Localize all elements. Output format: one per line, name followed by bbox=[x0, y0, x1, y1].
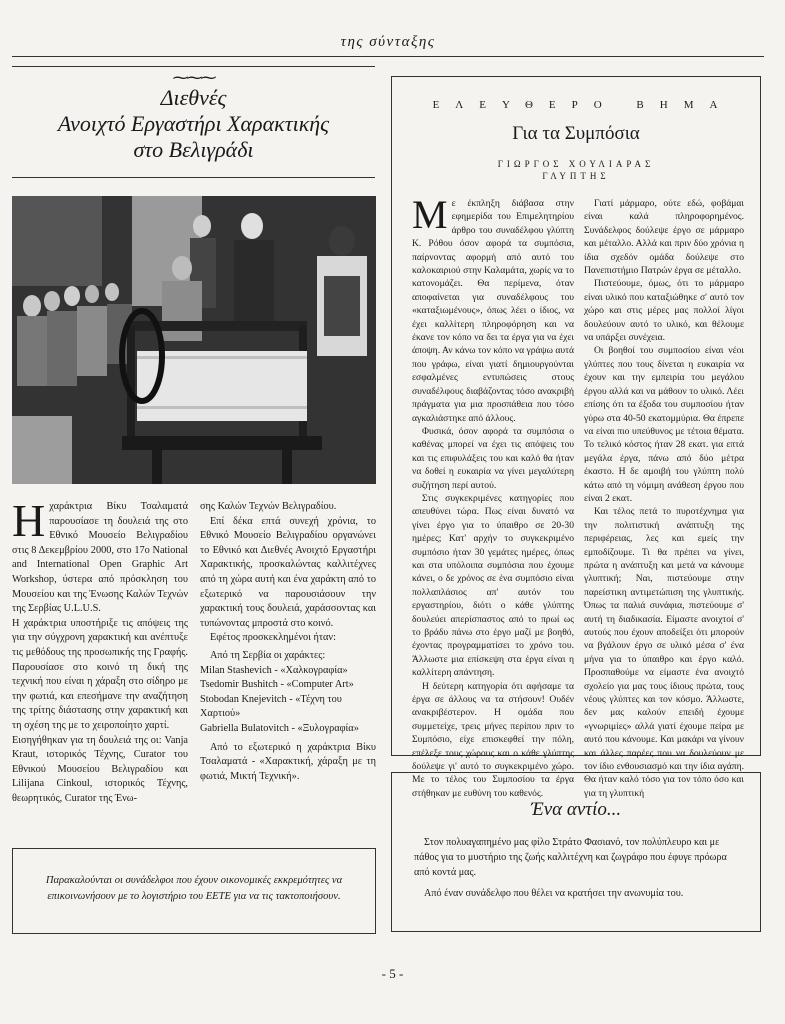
dropcap: Μ bbox=[412, 192, 448, 237]
dropcap: Η bbox=[12, 495, 46, 546]
farewell-title: Ένα αντίο... bbox=[530, 799, 622, 820]
payment-notice bbox=[12, 848, 376, 934]
column-header: ΕΛΕΥΘΕΡΟ ΒΗΜΑ bbox=[432, 99, 734, 111]
paragraph-text: ε έκπληξη διάβασα στην εφημερίδα του Επιμελητηρίου άρθρο του συναδέλφου γλύπτη Κ. Ρόθου όσον αφορά τα συμπόσια, παίρνοντας αφορμή από αυτό του καλοκαιριού στην Καλαμάτα, χωρίς να το κατονομάζει. Θα περίμενα, όταν αποφαίνεται για συναδέλφους του «καταξιωμένους», όπως λέει ο ίδιος, να έχει καλλίτερη πληροφόρηση και να έκανε τον κόπο να δει τα έργα για να έχει άποψη. Αν κάνω τον κόπο να γράψω αυτά που γράφω, είναι γιατί δημιουργούνται εσφαλμένες εντυπώσεις στους συναδέλφους διαβάζοντας τόσο ανακριβή πράγματα για μια προσπάθεια που τόσο αγκαλιάστηκε από άλλους. bbox=[412, 198, 574, 424]
right-col1 bbox=[412, 192, 574, 800]
article-title: Για τα Συμπόσια bbox=[512, 123, 640, 144]
left-col2 bbox=[200, 500, 376, 784]
paragraph: Εισηγήθηκαν για τη δουλειά της οι: Vanja Kraut, ιστορικός Τέχνης, Curator του Εθνικού Μουσείου Βελιγραδίου και Lilijana Cinkoul, ιστορικός Τέχνης, θεωρητικός, Curator της Ένω- bbox=[12, 734, 188, 804]
paragraph: σης Καλών Τεχνών Βελιγραδίου. bbox=[200, 501, 337, 512]
notice-text: Παρακαλούνται οι συνάδελφοι που έχουν οικονομικές εκκρεμότητες να επικοινωνήσουν με το λογιστήριο του ΕΕΤΕ για να τις τακτοποιήσουν. bbox=[45, 875, 343, 902]
left-title-line2: Ανοιχτό Εργαστήρι Χαρακτικής bbox=[57, 111, 330, 136]
left-col1 bbox=[12, 495, 188, 806]
list-item: Tsedomir Bushitch - «Computer Art» bbox=[200, 679, 354, 691]
paragraph bbox=[12, 495, 188, 617]
paragraph: Η δεύτερη κατηγορία ότι αφήσαμε τα έργα σε άλλους να τα στήσουν! Ουδέν ανακριβέστερον. Η ομάδα που συμμετείχε, τρεις μήνες περίπου πριν το Συμπόσιο, είχε επισκεφθεί την πόλη, επέλεξε τους χώρους και ο κάθε γλύπτης δούλεψε γι' αυτό το συγκεκριμένο χώρο. Με το τέλος του Συμποσίου τα έργα στήθηκαν με ευθύνη του καθενός. bbox=[412, 680, 574, 799]
ornament-icon: ⁓⁓⁓ bbox=[172, 70, 215, 87]
left-title-line1: Διεθνές bbox=[160, 85, 227, 110]
author-name: ΓΙΩΡΓΟΣ ΧΟΥΛΙΑΡΑΣ bbox=[497, 159, 655, 169]
paragraph: Οι βοηθοί του συμποσίου είναι νέοι γλύπτες που τους δίνεται η ευκαιρία να έχουν και την εμπειρία του μεγάλου έργου αλλά και να μάθουν το υλικό. Λέει επίσης ότι τα έξοδα του συμποσίου ήταν γύρω στα 40-50 εκατομμύρια. Θα έπρεπε να είναι πιο υπεύθυνος με τέτοια θέματα. Το τελικό κόστος ήταν 28 εκατ. για επτά μεγάλα έργα, πάνω από δύο μέτρα έκαστο. Η δε αμοιβή του γλύπτη πολύ κάτω από τη νόμιμη ανάθεση έργου που είναι 2 εκατ. bbox=[584, 345, 744, 504]
artist-list bbox=[200, 649, 376, 737]
list-item: Stobodan Knejevitch - «Τέχνη του Χαρτιού» bbox=[200, 693, 342, 720]
author-role: ΓΛΥΠΤΗΣ bbox=[542, 171, 610, 181]
list-heading: Από τη Σερβία οι χαράκτες: bbox=[210, 649, 326, 661]
left-title-line3: στο Βελιγράδι bbox=[133, 137, 254, 162]
paragraph-text: χαράκτρια Βίκυ Τσαλαματά παρουσίασε τη δουλειά της στο Εθνικό Μουσείο Βελιγραδίου στις 8 Δεκεμβρίου 2000, στο 17ο National and International Open Graphic Art Workshop, ύστερα από πρόσκληση του Μουσείου και της Ένωσης Καλών Τεχνών της Σερβίας U.L.U.S. bbox=[12, 501, 188, 615]
farewell-box bbox=[391, 772, 761, 932]
paragraph bbox=[412, 192, 574, 425]
paragraph: Επί δέκα επτά συνεχή χρόνια, το Εθνικό Μουσείο Βελιγραδίου οργανώνει το Εθνικό και Διεθνές Ανοιχτό Εργαστήρι Χαρακτικής, προσκαλώντας καλλιτέχνες από τη χώρα αυτή και ένα χαράκτη από το εξωτερικό να παρουσιάσουν την χαρακτική τους δουλειά, χαράσσοντας και τυπώνοντας μπροστά στο κοινό. bbox=[200, 515, 376, 629]
right-article-box bbox=[391, 76, 761, 799]
farewell-text: Στον πολυαγαπημένο μας φίλο Στράτο Φασιανό, τον πολύπλευρο και με πάθος για το μυστήριο της ζωής καλλιτέχνη και ζωγράφο που έφυγε πρόωρα από κοντά μας. bbox=[414, 837, 727, 878]
paragraph: Φυσικά, όσον αφορά τα συμπόσια ο καθένας μπορεί να έχει τις απόψεις του και τις επιφυλάξεις του και καλό θα ήταν να δοθεί η ευκαιρία να γίνει μεγαλύτερη συζήτηση περί αυτού. bbox=[412, 425, 574, 491]
header-rule bbox=[12, 56, 764, 57]
section-header: της σύνταξης bbox=[340, 34, 436, 50]
right-col2 bbox=[584, 197, 744, 800]
paragraph: Γιατί μάρμαρο, ούτε εδώ, φοβάμαι είναι καλά πληροφορημένος. Συνάδελφος δούλεψε έργο σε μάρμαρο και μέταλλο. Αλλά και πριν δύο χρόνια η ίδια σχεδόν ομάδα δούλεψε στο Πανεπιστήμιο Πατρών έργα σε μέταλλο. bbox=[584, 198, 744, 277]
paragraph: Στις συγκεκριμένες κατηγορίες που απευθύνει τώρα. Πως είναι δυνατό να γίνει έργο για το ύπαιθρο σε 20-30 ημέρες; Κατ' αρχήν το συγκεκριμένο συμπόσιο ήταν 30 γεμάτες ημέρες, όπως και στα υπόλοιπα συμπόσια που έχουμε κάνει, ο δε χρόνος σε ένα συμπόσιο είναι πολλαπλάσιος απ' αυτόν του εργαστηρίου, διότι ο κάθε γλύπτης δουλεύει απερίσπαστος από το πρωί ως το βράδυ πάνω στο έργο μαζί με βοηθό, έχοντας προγραμματίσει το χρόνο του. Άλλωστε μια επίσκεψη στα έργα είναι η καλλίτερη απάντηση. bbox=[412, 492, 574, 679]
farewell-signature: Από έναν συνάδελφο που θέλει να κρατήσει την ανωνυμία του. bbox=[424, 888, 684, 899]
paragraph: Από το εξωτερικό η χαράκτρια Βίκυ Τσαλαματά - «Χαρακτική, χάραξη με τη φωτιά, Μικτή Τεχνική». bbox=[200, 741, 376, 782]
page-number: - 5 - bbox=[381, 966, 404, 981]
left-article-title-block bbox=[12, 66, 375, 178]
paragraph: Πιστεύουμε, όμως, ότι το μάρμαρο είναι υλικό που καταξιώθηκε σ' αυτό τον χώρο και στις μέρες μας πολλοί λίγοι δουλεύουν αυτό το υλικό, και θέλουμε να υπάρξει συνέχεια. bbox=[584, 278, 744, 344]
paragraph: Και τέλος πετά το πυροτέχνημα για την πολιτιστική ανάπτυξη της περιφέρειας, λες και εμείς την εμποδίζουμε. Τι θα πρέπει να γίνει, πρώτα η ανάπτυξη και μετά να κάνουμε γλυπτική; Ναι, πιστεύουμε στην παρείστικη αντιμετώπιση της γλυπτικής. Όπως τα παλιά συνάφια, πιστεύουμε σ' αυτή τη διαδικασία. Είμαστε ανοιχτοί σ' αυτούς που έχουν αποδείξει ότι μπορούν να βγάλουν έργο σε υλικό μέσα σ' ένα μήνα για το ύπαιθρο και έργο καλό. Προσπαθούμε να είμαστε ένα ανοιχτό σχολείο για μας τους ίδιους πρώτα, τους νέους γλύπτες και τον κόσμο. Άλλωστε, δεν μας καλούν επειδή έχουμε «γνωριμίες» αλλά γιατί έχουμε πείρα με αυτό που κάνουμε. Και μακάρι να γίνουν και άλλες παρέες που να δουλεύουν με τον ίδιο ενθουσιασμό και την ίδια αγάπη. Θα ήταν καλό τόσο για τον τόπο όσο και για τη γλυπτική bbox=[584, 506, 744, 799]
paragraph: Η χαράκτρια υποστήριξε τις απόψεις της για την σύγχρονη χαρακτική και ανέπτυξε τις μεθόδους της προσωπικής της Γραφής. Παρουσίασε στο κοινό τη δική της τεχνική που είναι η χάραξη στο σίδηρο με την φωτιά, και επεσήμανε την αναζήτηση της τρίτης διάστασης στην χαρακτική και τη σχέση της με το χειροποίητο χαρτί. bbox=[12, 617, 188, 731]
list-item: Gabriella Bulatovitch - «Ξυλογραφία» bbox=[200, 722, 359, 734]
workshop-photo bbox=[12, 196, 376, 484]
paragraph: Εφέτος προσκεκλημένοι ήταν: bbox=[210, 632, 336, 644]
list-item: Milan Stashevich - «Χαλκογραφία» bbox=[200, 664, 348, 676]
